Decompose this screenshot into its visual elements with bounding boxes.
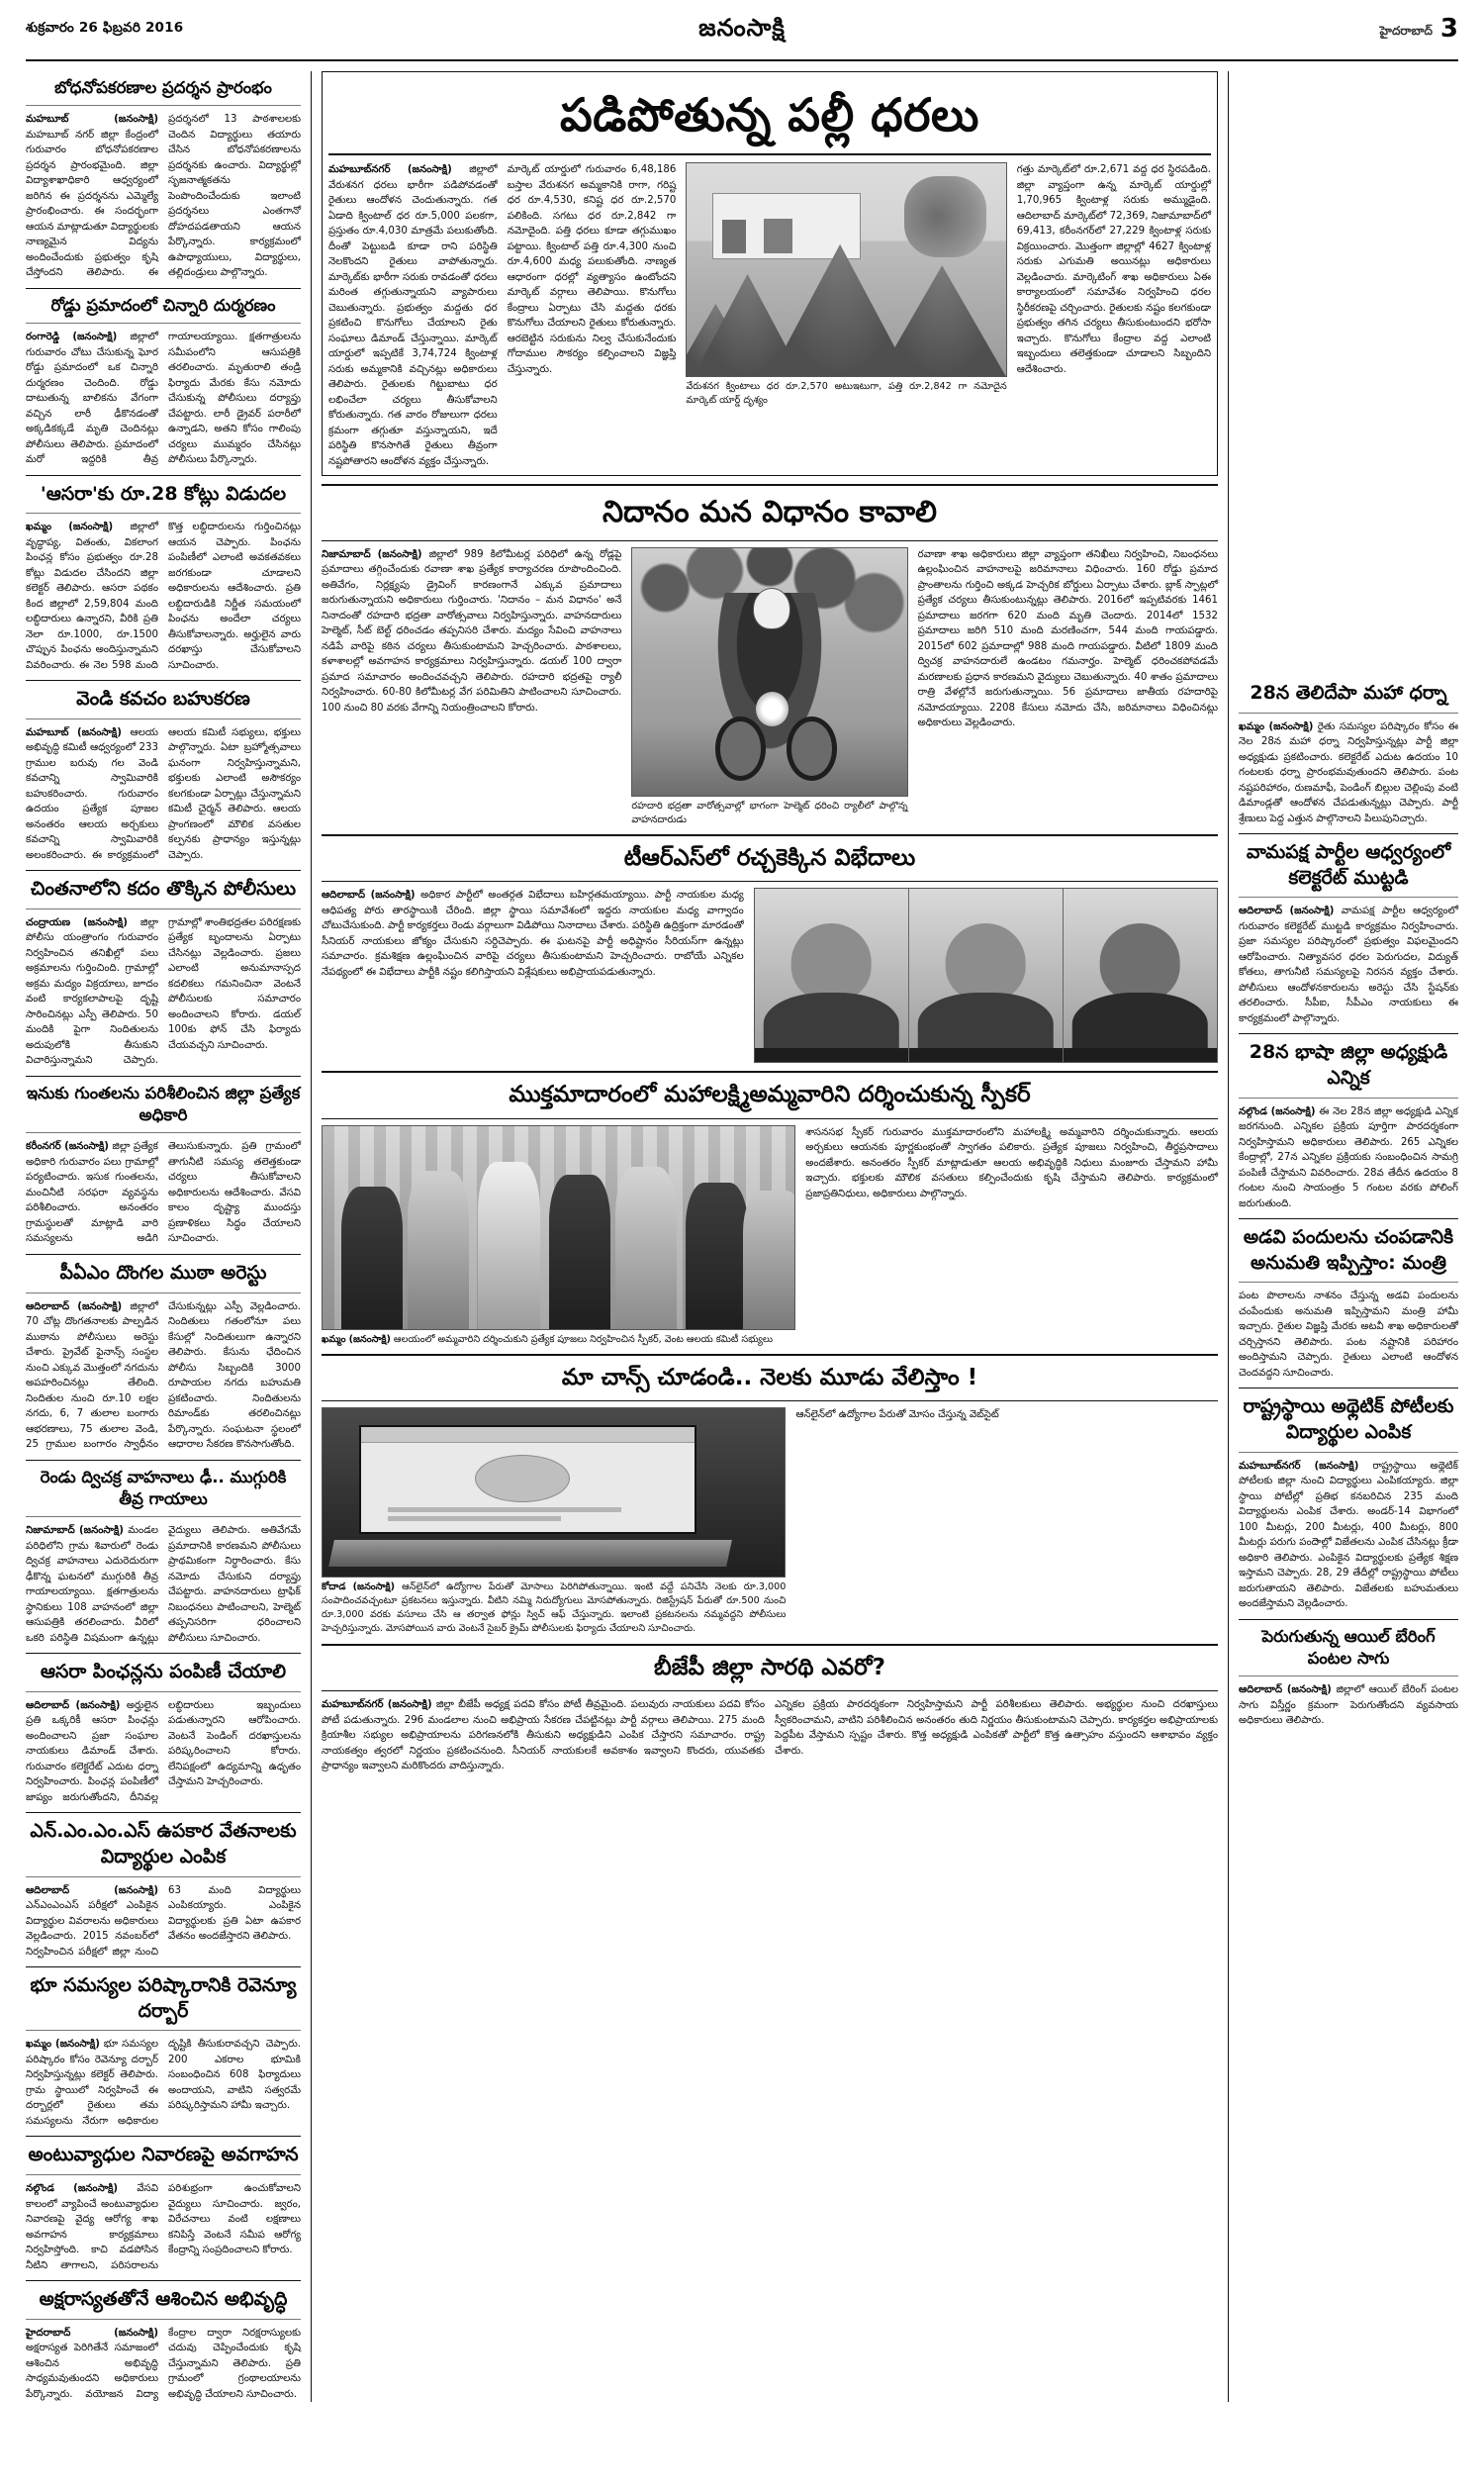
article <box>26 482 301 674</box>
article-headline: ఆసరా పింఛన్లను పంపిణీ చేయాలి <box>40 1661 287 1683</box>
article-headline: 28న భాషా జిల్లా అధ్యక్షుడి ఎన్నిక <box>1249 1041 1448 1090</box>
lead-photo-caption: వేరుశనగ క్వింటాలు ధర రూ.2,570 అటుఇటుగా, పత్తి రూ.2,842 గా నమోదైన మార్కెట్ యార్డ్ దృశ్యం <box>686 381 1007 406</box>
article-text: భూ సమస్యల పరిష్కారం కోసం రెవెన్యూ దర్బార్ నిర్వహిస్తున్నట్లు కలెక్టర్ తెలిపారు. గ్రామ స్థాయిలో నిర్వహించే ఈ దర్బార్లలో రైతులు తమ సమస్యలను నేరుగా అధికారుల దృష్టికి తీసుకురావచ్చని చెప్పారు. 200 ఎకరాల భూమికి సంబంధించిన 608 ఫిర్యాదులు అందాయని, వాటిని సత్వరమే పరిష్కరిస్తామని హామీ ఇచ్చారు. <box>26 2039 301 2127</box>
article-body <box>26 112 301 281</box>
article-text: జిల్లా పోలీసు యంత్రాంగం గురువారం నిర్వహించిన తనిఖీల్లో పలు అక్రమాలను గుర్తించింది. గ్రామాల్లో అక్రమ మద్యం విక్రయాలు, జూదం వంటి కార్యకలాపాలపై దృష్టి సారించినట్లు ఎస్పీ తెలిపారు. 50 మందికి పైగా నిందితులను అదుపులోకి తీసుకుని విచారిస్తున్నామని చెప్పారు. గ్రామాల్లో శాంతిభద్రతల పరిరక్షణకు ప్రత్యేక బృందాలను ఏర్పాటు చేసినట్లు వెల్లడించారు. ప్రజలు ఎలాంటి అనుమానాస్పద కదలికలు గమనించినా వెంటనే పోలీసులకు సమాచారం అందించాలని కోరారు. డయల్ 100కు ఫోన్ చేసి ఫిర్యాదు చేయవచ్చని సూచించారు. <box>26 916 301 1067</box>
article-headline: అంటువ్యాధుల నివారణపై అవగాహన <box>28 2144 299 2166</box>
article-dateline: హైదరాబాద్ <box>26 2327 71 2339</box>
article <box>1239 840 1458 1026</box>
article-text: వామపక్ష పార్టీల ఆధ్వర్యంలో గురువారం కలెక్టరేట్ ముట్టడి కార్యక్రమం నిర్వహించారు. ప్రజా సమస్యల పరిష్కారంలో ప్రభుత్వం విఫలమైందని ఆరోపించారు. నిత్యావసర ధరల పెరుగుదల, విద్యుత్ కోతలు, తాగునీటి సమస్యలపై నిరసన వ్యక్తం చేశారు. పోలీసులు ఆందోళనకారులను అరెస్టు చేసి స్టేషన్‌కు తరలించారు. సీపీఐ, సీపీఎం నాయకులు ఈ కార్యక్రమంలో పాల్గొన్నారు. <box>1239 906 1458 1024</box>
story6-text-1: జిల్లా బీజేపీ అధ్యక్ష పదవి కోసం పోటీ తీవ్రమైంది. పలువురు నాయకులు పదవి కోసం పోటీ పడుతున్నారు. 296 మండలాల నుంచి అభిప్రాయ సేకరణ చేపట్టినట్లు పార్టీ వర్గాలు తెలిపాయి. 275 మంది క్రియాశీల సభ్యుల అభిప్రాయాలను పరిగణనలోకి తీసుకుని అధ్యక్షుడిని ఎంపిక చేస్తారని సమాచారం. రాష్ట్ర నాయకత్వం త్వరలో నిర్ణయం ప్రకటించనుంది. సీనియర్ నాయకులకే అవకాశం ఇవ్వాలని కొందరు, యువతకు ప్రాధాన్యం ఇవ్వాలని మరికొందరు వాదిస్తున్నారు. <box>322 1699 765 1772</box>
article-text: జిల్లాలో 70 చోట్ల దొంగతనాలకు పాల్పడిన ముఠాను పోలీసులు అరెస్టు చేశారు. ప్రైవేట్ ఫైనాన్స్ సంస్థల నుంచి ఎక్కువ మొత్తంలో నగదును అపహరించినట్లు తేలింది. నిందితుల నుంచి రూ.10 లక్షల నగదు, 6, 7 తులాల బంగారు ఆభరణాలు, 75 తులాల వెండి, 25 గ్రాముల బంగారం స్వాధీనం చేసుకున్నట్లు ఎస్పీ వెల్లడించారు. నిందితులు గతంలోనూ పలు కేసుల్లో నిందితులుగా ఉన్నారని తెలిపారు. కేసును ఛేదించిన పోలీసు సిబ్బందికి 3000 రూపాయల నగదు బహుమతి ప్రకటించారు. నిందితులను రిమాండ్‌కు తరలించినట్లు పేర్కొన్నారు. సంఘటనా స్థలంలో ఆధారాల సేకరణ కొనసాగుతోంది. <box>26 1300 301 1451</box>
article-body <box>26 520 301 673</box>
lead-source: (జనంసాక్షి) <box>407 164 452 176</box>
story6-body-col2: ఎన్నికల ప్రక్రియ పారదర్శకంగా నిర్వహిస్తామని పార్టీ పరిశీలకులు తెలిపారు. అభ్యర్థుల నుంచి దరఖాస్తులు స్వీకరించామని, వాటిని పరిశీలించిన అనంతరం తుది నిర్ణయం తీసుకుంటామని చెప్పారు. కార్యకర్తల అభిప్రాయాలకు పెద్దపీట వేస్తామని స్పష్టం చేశారు. కొత్త అధ్యక్షుడి ఎంపికతో పార్టీలో కొత్త ఉత్సాహం వస్తుందని ఆశాభావం వ్యక్తం చేశారు. <box>775 1699 1218 1757</box>
story2-photo-caption: రహదారి భద్రతా వారోత్సవాల్లో భాగంగా హెల్మెట్ ధరించి ర్యాలీలో పాల్గొన్న వాహనదారుడు <box>631 800 908 825</box>
story2-body-col1 <box>322 547 621 717</box>
lead-text-1: జిల్లాలో వేరుశనగ ధరలు భారీగా పడిపోవడంతో రైతులు ఆందోళన చెందుతున్నారు. గత ఏడాది క్వింటాల్ ధర రూ.5,000 పలకగా, ప్రస్తుతం రూ.4,030 మాత్రమే పలుకుతోంది. దీంతో పెట్టుబడి కూడా రాని పరిస్థితి నెలకొందని రైతులు వాపోతున్నారు. మార్కెట్‌కు భారీగా సరుకు రావడంతో ధరలు మరింత తగ్గుతున్నాయని వ్యాపారులు చెబుతున్నారు. ప్రభుత్వం మద్దతు ధర ప్రకటించి కొనుగోలు చేయాలని రైతు సంఘాలు డిమాండ్ చేస్తున్నాయి. మార్కెట్ యార్డులో ఇప్పటికే 3,74,724 క్వింటాళ్ల సరుకు అమ్మకానికి వచ్చినట్లు అధికారులు తెలిపారు. రైతులకు గిట్టుబాటు ధర లభించేలా చర్యలు తీసుకోవాలని కోరుతున్నారు. గత వారం రోజులుగా ధరలు క్రమంగా తగ్గుతూ వస్తున్నాయని, ఇదే పరిస్థితి కొనసాగితే రైతులు తీవ్రంగా నష్టపోతారని ఆందోళన వ్యక్తం చేస్తున్నారు. <box>328 164 498 467</box>
article-dateline: ఖమ్మం <box>26 2039 52 2051</box>
article-dateline: నిజామాబాద్ <box>26 1525 75 1537</box>
edition-place: హైదరాబాద్ <box>1379 24 1433 38</box>
article <box>1239 1225 1458 1381</box>
article <box>26 2287 301 2402</box>
article <box>26 1083 301 1247</box>
article-headline: రోడ్డు ప్రమాదంలో చిన్నారి దుర్మరణం <box>50 295 276 315</box>
story5-body: ఆన్‌లైన్‌లో ఉద్యోగాల పేరుతో మోసం చేస్తున్న వెబ్‌సైట్ <box>795 1409 999 1421</box>
right-column <box>1229 71 1458 1729</box>
article-headline: పెరుగుతున్న ఆయిల్ బేరింగ్ పంటల సాగు <box>1261 1626 1436 1669</box>
road-safety-story <box>322 493 1218 826</box>
article-body: పంట పొలాలను నాశనం చేస్తున్న అడవి పందులను చంపేందుకు అనుమతి ఇప్పిస్తామని మంత్రి హామీ ఇచ్చారు. రైతుల విజ్ఞప్తి మేరకు అటవీ శాఖ అధికారులతో చర్చిస్తానని తెలిపారు. పంట నష్టానికి పరిహారం అందిస్తామని చెప్పారు. రైతులు ఎలాంటి ఆందోళన చెందవద్దని సూచించారు. <box>1239 1291 1458 1379</box>
article-headline: ఎన్.ఎం.ఎం.ఎస్ ఉపకార వేతనాలకు విద్యార్థుల ఎంపిక <box>30 1820 297 1867</box>
article-source: (జనంసాక్షి) <box>75 1699 121 1711</box>
article-source: (జనంసాక్షి) <box>64 1141 109 1153</box>
article-headline: బోధనోపకరణాల ప్రదర్శన ప్రారంభం <box>54 78 272 97</box>
article <box>26 295 301 468</box>
story6-body-col1 <box>322 1697 765 1774</box>
article-source: (జనంసాక్షి) <box>1314 1460 1359 1472</box>
bjp-president-story <box>322 1653 1218 1774</box>
article <box>26 687 301 863</box>
article-body <box>1239 904 1458 1026</box>
article-text: రాష్ట్రస్థాయి అథ్లెటిక్ పోటీలకు జిల్లా నుంచి విద్యార్థులు ఎంపికయ్యారు. జిల్లా స్థాయి పోటీల్లో ప్రతిభ కనబరిచిన 235 మంది విద్యార్థులను ఎంపిక చేశారు. అండర్-14 విభాగంలో 100 మీటర్లు, 200 మీటర్లు, 400 మీటర్లు, 800 మీటర్లు పరుగు పందెాల్లో విజేతలను ఎంపిక చేసినట్లు క్రీడా అధికారి తెలిపారు. ఎంపికైన విద్యార్థులకు ప్రత్యేక శిక్షణ ఇస్తామని చెప్పారు. 28, 29 తేదీల్లో రాష్ట్రస్థాయి పోటీలు జరుగుతాయని తెలిపారు. విజేతలకు బహుమతులు అందజేస్తామని వెల్లడించారు. <box>1239 1460 1458 1610</box>
article-dateline: ఖమ్మం <box>1239 720 1265 732</box>
article-source: (జనంసాక్షి) <box>114 2327 158 2339</box>
article-body <box>26 2181 301 2273</box>
article-body <box>26 915 301 1069</box>
article-body <box>1239 1682 1458 1729</box>
article-text: వేసవి కాలంలో వ్యాపించే అంటువ్యాధుల నివారణపై వైద్య ఆరోగ్య శాఖ అవగాహన కార్యక్రమాలు నిర్వహిస్తోంది. కాచి వడపోసిన నీటిని తాగాలని, పరిసరాలను పరిశుభ్రంగా ఉంచుకోవాలని వైద్యులు సూచించారు. జ్వరం, విరేచనాలు వంటి లక్షణాలు కనిపిస్తే వెంటనే సమీప ఆరోగ్య కేంద్రాన్ని సంప్రదించాలని కోరారు. <box>26 2183 301 2271</box>
story2-headline: నిదానం మన విధానం కావాలి <box>602 495 938 530</box>
article-body <box>26 2037 301 2129</box>
article-dateline: నల్గొండ <box>1239 1105 1267 1117</box>
newspaper-logo: జనంసాక్షి <box>698 14 786 42</box>
story2-dateline: నిజామాబాద్ <box>322 548 371 560</box>
article-source: (జనంసాక్షి) <box>72 332 118 343</box>
story4-cap-source: (జనంసాక్షి) <box>348 1333 391 1345</box>
article-source: (జనంసాక్షి) <box>77 726 122 738</box>
laptop-photo <box>322 1407 786 1578</box>
article-headline: ఇనుకు గుంతలను పరిశీలించిన జిల్లా ప్రత్యేక అధికారి <box>26 1083 301 1125</box>
story4-cap-text: ఆలయంలో అమ్మవారిని దర్శించుకుని ప్రత్యేక పూజలు నిర్వహించిన స్పీకర్, వెంట ఆలయ కమిటీ సభ్యులు <box>393 1333 774 1345</box>
story4-body: శాసనసభ స్పీకర్ గురువారం ముక్తమాదారంలోని మహాలక్ష్మి అమ్మవారిని దర్శించుకున్నారు. ఆలయ అర్చకులు ఆయనకు పూర్ణకుంభంతో స్వాగతం పలికారు. ప్రత్యేక పూజలు నిర్వహించి, తీర్థప్రసాదాలు అందజేశారు. అనంతరం స్పీకర్ మాట్లాడుతూ ఆలయ అభివృద్ధికి నిధులు మంజూరు చేస్తామని హామీ ఇచ్చారు. భక్తులకు మౌలిక వసతులు కల్పించేందుకు కృషి చేస్తామని తెలిపారు. కార్యక్రమంలో ప్రజాప్రతినిధులు, అధికారులు పాల్గొన్నారు. <box>805 1126 1218 1199</box>
article-headline: 28న తెలిదేపా మహా ధర్నా <box>1250 682 1447 704</box>
article-dateline: నల్గొండ <box>26 2183 54 2194</box>
article-text: జిల్లాలో గురువారం చోటు చేసుకున్న ఘోర రోడ్డు ప్రమాదంలో ఒక చిన్నారి దుర్మరణం చెందింది. రోడ్డు దాటుతున్న బాలికను వేగంగా వచ్చిన లారీ ఢీకొనడంతో అక్కడికక్కడే మృతి చెందినట్లు పోలీసులు తెలిపారు. ప్రమాదంలో మరో ఇద్దరికి తీవ్ర గాయాలయ్యాయి. క్షతగాత్రులను సమీపంలోని ఆసుపత్రికి తరలించారు. మృతురాలి తండ్రి ఫిర్యాదు మేరకు కేసు నమోదు చేసుకున్న పోలీసులు దర్యాప్తు చేపట్టారు. లారీ డ్రైవర్ పరారీలో ఉన్నాడని, అతని కోసం గాలింపు చర్యలు ముమ్మరం చేసినట్లు పోలీసులు పేర్కొన్నారు. <box>26 332 301 466</box>
lead-body-col2: మార్కెట్ యార్డులో గురువారం 6,48,186 బస్తాల వేరుశనగ అమ్మకానికి రాగా, గరిష్ట ధర రూ.4,530, కనిష్ట ధర రూ.2,570 పలికింది. సగటు ధర రూ.2,842 గా నమోదైంది. పత్తి ధరలు కూడా తగ్గుముఖం పట్టాయి. క్వింటాల్ పత్తి రూ.4,300 నుంచి రూ.4,600 మధ్య పలుకుతోంది. నాణ్యత ఆధారంగా ధరల్లో వ్యత్యాసం ఉంటోందని మార్కెట్ వర్గాలు తెలిపాయి. కొనుగోలు కేంద్రాలు ఏర్పాటు చేసి మద్దతు ధరకు కొనుగోలు చేయాలని రైతులు కోరుతున్నారు. ఆరబెట్టిన సరుకును నిల్వ చేసుకునేందుకు గోదాముల సౌకర్యం కల్పించాలని విజ్ఞప్తి చేస్తున్నారు. <box>507 164 677 375</box>
article-headline: పీఏఎం దొంగల ముఠా అరెస్టు <box>59 1261 267 1284</box>
article-body <box>26 1139 301 1247</box>
article-text: రైతు సమస్యల పరిష్కారం కోసం ఈ నెల 28న మహా ధర్నా నిర్వహిస్తున్నట్లు పార్టీ జిల్లా అధ్యక్షుడు ప్రకటించారు. కలెక్టరేట్ ఎదుట ఉదయం 10 గంటలకు ధర్నా ప్రారంభమవుతుందని తెలిపారు. పంట నష్టపరిహారం, రుణమాఫీ, పెండింగ్ బిల్లుల చెల్లింపు వంటి డిమాండ్లతో ఆందోళన చేపడుతున్నట్లు చెప్పారు. పార్టీ శ్రేణులు పెద్ద ఎత్తున పాల్గొనాలని పిలుపునిచ్చారు. <box>1239 720 1458 824</box>
article-source: (జనంసాక్షి) <box>83 916 128 928</box>
story4-photo-caption <box>322 1333 795 1347</box>
article-text: ఈ నెల 28న జిల్లా అధ్యక్షుడి ఎన్నిక జరగనుంది. ఎన్నికల ప్రక్రియ పూర్తిగా పారదర్శకంగా నిర్వహిస్తామని అధికారులు తెలిపారు. 265 ఎన్నికల కేంద్రాల్లో, 27న ఎన్నికల ప్రక్రియకు సంబంధించిన సామగ్రి పంపిణీ చేస్తామని వివరించారు. 28వ తేదీన ఉదయం 8 గంటల నుంచి సాయంత్రం 5 గంటల వరకు పోలింగ్ జరుగుతుంది. <box>1239 1105 1458 1209</box>
article-body <box>1239 1459 1458 1612</box>
left-column <box>26 71 311 2402</box>
article-body <box>1239 1104 1458 1212</box>
article-text: అర్హులైన ప్రతి ఒక్కరికీ ఆసరా పింఛన్లు అందించాలని ప్రజా సంఘాల నాయకులు డిమాండ్ చేశారు. గురువారం కలెక్టరేట్ ఎదుట ధర్నా నిర్వహించారు. పింఛన్ల పంపిణీలో జాప్యం జరుగుతోందని, దీనివల్ల లబ్ధిదారులు ఇబ్బందులు పడుతున్నారని ఆరోపించారు. వెంటనే పెండింగ్ దరఖాస్తులను పరిష్కరించాలని కోరారు. లేనిపక్షంలో ఉద్యమాన్ని ఉధృతం చేస్తామని హెచ్చరించారు. <box>26 1699 301 1803</box>
main-column <box>312 71 1228 1774</box>
article-dateline: ఆదిలాబాద్ <box>26 1884 70 1896</box>
online-job-fraud-story <box>322 1363 1218 1636</box>
article-body <box>26 330 301 468</box>
lead-body-col1 <box>328 162 498 469</box>
article <box>26 1261 301 1453</box>
lead-headline: పడిపోతున్న పల్లీ ధరలు <box>560 88 979 142</box>
article <box>26 1660 301 1805</box>
article-text: జిల్లాలో వృద్ధాప్య, వితంతు, వికలాంగ పింఛన్ల కోసం ప్రభుత్వం రూ.28 కోట్లు విడుదల చేసిందని జిల్లా కలెక్టర్ తెలిపారు. ఆసరా పథకం కింద జిల్లాలో 2,59,804 మంది లబ్ధిదారులు ఉన్నారని, వీరికి ప్రతి నెలా రూ.1000, రూ.1500 చొప్పున పింఛను అందిస్తున్నామని వివరించారు. ఈ నెల 598 మంది కొత్త లబ్ధిదారులను గుర్తించినట్లు ఆయన చెప్పారు. పింఛను పంపిణీలో ఎలాంటి అవకతవకలు జరగకుండా చూడాలని అధికారులను ఆదేశించారు. ప్రతి లబ్ధిదారుడికి నిర్ణీత సమయంలో పింఛను అందేలా చర్యలు తీసుకోవాలన్నారు. అర్హులైన వారు దరఖాస్తు చేసుకోవాలని సూచించారు. <box>26 522 301 671</box>
article-body <box>1239 719 1458 827</box>
article-dateline: మహబూబ్‌నగర్ <box>1239 1460 1301 1472</box>
temple-crowd-photo <box>322 1125 795 1330</box>
article-source: (జనంసాక్షి) <box>1289 906 1335 917</box>
article-headline: అడవి పందులను చంపడానికి అనుమతి ఇప్పిస్తాం: మంత్రి <box>1243 1226 1454 1274</box>
article-headline: రాష్ట్రస్థాయి అథ్లెటిక్ పోటీలకు విద్యార్థుల ఎంపిక <box>1243 1395 1454 1444</box>
lead-story <box>322 71 1218 476</box>
article <box>1239 681 1458 826</box>
article-dateline: మహబూబ్ <box>26 114 69 126</box>
story3-text: అధికార పార్టీలో అంతర్గత విభేదాలు బహిర్గతమయ్యాయి. పార్టీ నాయకుల మధ్య ఆధిపత్య పోరు తారస్థాయికి చేరింది. జిల్లా స్థాయి సమావేశంలో ఇద్దరు నాయకుల మధ్య వాగ్వాదం చోటుచేసుకుంది. పార్టీ కార్యకర్తలు రెండు వర్గాలుగా విడిపోయి నినాదాలు చేశారు. పరిస్థితి ఉద్రిక్తంగా మారడంతో సీనియర్ నాయకులు జోక్యం చేసుకుని సర్దిచెప్పారు. ఈ ఘటనపై పార్టీ అధిష్టానం సీరియస్‌గా ఉన్నట్లు సమాచారం. క్రమశిక్షణ ఉల్లంఘించిన వారిపై చర్యలు తీసుకుంటామని హెచ్చరించారు. రాబోయే ఎన్నికల నేపథ్యంలో ఈ విభేదాలు పార్టీకి నష్టం కలిగిస్తాయని విశ్లేషకులు అభిప్రాయపడుతున్నారు. <box>322 890 744 978</box>
article-source: (జనంసాక్షి) <box>79 1525 124 1537</box>
story6-dateline: మహబూబ్‌నగర్ <box>322 1699 384 1711</box>
article <box>1239 1394 1458 1611</box>
biker-photo <box>631 547 907 797</box>
article-dateline: ఆదిలాబాద్ <box>1239 906 1283 917</box>
article-source: (జనంసాక్షి) <box>68 522 114 533</box>
story3-source: (జనంసాక్షి) <box>370 890 416 902</box>
article-dateline: ఆదిలాబాద్ <box>26 1699 70 1711</box>
article-body <box>26 1299 301 1453</box>
story6-source: (జనంసాక్షి) <box>387 1699 432 1711</box>
story6-headline: బీజేపీ జిల్లా సారథి ఎవరో? <box>654 1655 885 1681</box>
story2-text-1: జిల్లాలో 989 కిలోమీటర్ల పరిధిలో ఉన్న రోడ్లపై ప్రమాదాలు తగ్గించేందుకు రవాణా శాఖ ప్రత్యేక కార్యాచరణ రూపొందించింది. అతివేగం, నిర్లక్ష్యపు డ్రైవింగ్ కారణంగానే ఎక్కువ ప్రమాదాలు జరుగుతున్నాయని అధికారులు గుర్తించారు. 'నిదానం – మన విధానం' అనే నినాదంతో రహదారి భద్రతా వారోత్సవాలు నిర్వహిస్తున్నారు. వాహనదారులు హెల్మెట్, సీట్ బెల్ట్ ధరించడం తప్పనిసరి చేశారు. మద్యం సేవించి వాహనాలు నడిపే వారిపై కఠిన చర్యలు తీసుకుంటామని హెచ్చరించారు. పాఠశాలలు, కళాశాలల్లో అవగాహన కార్యక్రమాలు నిర్వహిస్తున్నారు. డయల్ 100 ద్వారా ప్రమాద సమాచారం అందించవచ్చని తెలిపారు. రహదారి భద్రతపై ర్యాలీ నిర్వహించారు. 60-80 కిలోమీటర్ల వేగ పరిమితిని పాటించాలని సూచించారు. 100 నుంచి 80 వరకు వేగాన్ని నియంత్రించాలని కోరారు. <box>322 548 622 714</box>
article-headline: 'ఆసరా'కు రూ.28 కోట్లు విడుదల <box>40 482 287 505</box>
article <box>26 2143 301 2273</box>
article-source: (జనంసాక్షి) <box>77 1300 123 1312</box>
article-source: (జనంసాక్షి) <box>54 2039 100 2051</box>
article-headline: అక్షరాస్యతతోనే ఆశించిన అభివృద్ధి <box>39 2288 288 2310</box>
article-body <box>26 2326 301 2403</box>
story5-photo-caption <box>322 1580 786 1636</box>
gravel-piles-photo <box>686 162 1006 377</box>
article-body <box>26 725 301 864</box>
masthead <box>26 14 1458 61</box>
story2-source: (జనంసాక్షి) <box>377 548 422 560</box>
story4-cap-dateline: ఖమ్మం <box>322 1333 346 1345</box>
article-dateline: ఖమ్మం <box>26 522 52 533</box>
article <box>1239 1040 1458 1211</box>
story3-headline: టీఆర్ఎస్‌లో రచ్చకెక్కిన విభేదాలు <box>623 845 916 872</box>
article-headline: చింతనాలోని కదం తొక్కిన పోలీసులు <box>30 878 297 901</box>
page-number: 3 <box>1439 14 1458 44</box>
article-source: (జనంసాక్షి) <box>1286 1684 1332 1696</box>
story4-headline: ముక్తమాదారంలో మహాలక్ష్మిఅమ్మవారిని దర్శించుకున్న స్పీకర్ <box>509 1082 1031 1108</box>
story5-headline: మా చాన్స్ చూడండి.. నెలకు మూడు వేలిస్తాం ! <box>561 1365 978 1391</box>
story5-cap-text: ఆన్‌లైన్‌లో ఉద్యోగాల పేరుతో మోసాలు పెరిగిపోతున్నాయి. ఇంటి వద్దే పనిచేసి నెలకు రూ.3,000 సంపాదించవచ్చంటూ ప్రకటనలు ఇస్తున్నారు. వీటిని నమ్మి నిరుద్యోగులు మోసపోతున్నారు. రిజిస్ట్రేషన్ పేరుతో రూ.500 నుంచి రూ.3,000 వరకు వసూలు చేసి ఆ తర్వాత ఫోన్లు స్విచ్ ఆఫ్ చేస్తున్నారు. ఇలాంటి ప్రకటనలను నమ్మవద్దని పోలీసులు హెచ్చరిస్తున్నారు. మోసపోయిన వారు వెంటనే సైబర్ క్రైమ్ పోలీసులకు ఫిర్యాదు చేయాలని సూచించారు. <box>322 1581 787 1635</box>
article <box>1239 1626 1458 1729</box>
article <box>26 877 301 1069</box>
article-source: (జనంసాక్షి) <box>1268 720 1314 732</box>
story3-body <box>322 888 744 980</box>
article-text: ఎన్‌ఎంఎంఎస్ పరీక్షలో ఎంపికైన విద్యార్థుల వివరాలను అధికారులు వెల్లడించారు. 2015 నవంబర్‌లో నిర్వహించిన పరీక్షలో జిల్లా నుంచి 63 మంది విద్యార్థులు ఎంపికయ్యారు. ఎంపికైన విద్యార్థులకు ప్రతి ఏటా ఉపకార వేతనం అందజేస్తారని తెలిపారు. <box>26 1884 301 1958</box>
story2-body-col2: రవాణా శాఖ అధికారులు జిల్లా వ్యాప్తంగా తనిఖీలు నిర్వహించి, నిబంధనలు ఉల్లంఘించిన వాహనాలపై జరిమానాలు విధించారు. 160 రోడ్డు ప్రమాద ప్రాంతాలను గుర్తించి అక్కడ హెచ్చరిక బోర్డులు ఏర్పాటు చేశారు. బ్లాక్ స్పాట్లలో ప్రత్యేక చర్యలు తీసుకుంటున్నట్లు తెలిపారు. 2016లో ఇప్పటివరకు 1461 ప్రమాదాలు జరగగా 620 మంది మృతి చెందారు. 2014లో 1532 ప్రమాదాలు జరిగి 510 మంది మరణించగా, 544 మంది గాయపడ్డారు. 2015లో 602 ప్రమాదాల్లో 988 మంది గాయపడ్డారు. వీటిలో 1809 మంది ద్విచక్ర వాహనదారులే ఉండటం గమనార్హం. హెల్మెట్ ధరించకపోవడమే మరణాలకు ప్రధాన కారణమని వైద్యులు చెబుతున్నారు. 40 శాతం ప్రమాదాలు రాత్రి వేళల్లోనే జరుగుతున్నాయి. 56 ప్రమాదాలు జాతీయ రహదారిపై నమోదయ్యాయి. 2208 కేసులు నమోదు చేసి, జరిమానాలు విధించినట్లు అధికారులు వెల్లడించారు. <box>917 548 1218 729</box>
article <box>26 77 301 281</box>
article <box>26 1819 301 1960</box>
article-dateline: కరీంనగర్ <box>26 1141 61 1153</box>
article-headline: రెండు ద్విచక్ర వాహనాలు ఢీ.. ముగ్గురికి తీవ్ర గాయాలు <box>40 1467 287 1508</box>
article <box>26 1973 301 2129</box>
page-columns <box>26 71 1458 2402</box>
article-source: (జనంసాక్షి) <box>114 114 158 126</box>
article-text: అక్షరాస్యత పెరిగితేనే సమాజంలో ఆశించిన అభివృద్ధి సాధ్యమవుతుందని అధికారులు పేర్కొన్నారు. వయోజన విద్యా కేంద్రాల ద్వారా నిరక్షరాస్యులకు చదువు చెప్పించేందుకు కృషి చేస్తున్నామని తెలిపారు. ప్రతి గ్రామంలో గ్రంథాలయాలను అభివృద్ధి చేయాలని సూచించారు. <box>26 2327 301 2400</box>
newspaper-page <box>0 14 1484 2488</box>
lead-body-col3: గత్తు మార్కెట్‌లో రూ.2,671 వద్ద ధర స్థిరపడింది. జిల్లా వ్యాప్తంగా ఉన్న మార్కెట్ యార్డుల్లో 1,70,965 క్వింటాళ్ల సరుకు అమ్ముడైంది. ఆదిలాబాద్ మార్కెట్‌లో 72,369, నిజామాబాద్‌లో 69,413, కరీంనగర్‌లో 27,229 క్వింటాళ్ల సరుకు విక్రయించారు. మొత్తంగా జిల్లాల్లో 4627 క్వింటాళ్ల సరుకు ఎగుమతి అయినట్లు అధికారులు వెల్లడించారు. మార్కెటింగ్ శాఖ అధికారులు ఏఈ కార్యాలయంలో సమావేశం నిర్వహించి ధరల స్థిరీకరణపై చర్చించారు. రైతులకు నష్టం కలగకుండా ప్రభుత్వం తగిన చర్యలు తీసుకుంటుందని భరోసా ఇచ్చారు. కొనుగోలు కేంద్రాల వద్ద ఎలాంటి ఇబ్బందులు తలెత్తకుండా చూడాలని సిబ్బందిని ఆదేశించారు. <box>1016 164 1211 375</box>
story5-cap-dateline: కోదాడ <box>322 1581 346 1593</box>
lead-dateline: మహబూబ్‌నగర్ <box>328 164 391 176</box>
article-text: ఆలయ అభివృద్ధి కమిటీ ఆధ్వర్యంలో 233 గ్రాముల బరువు గల వెండి కవచాన్ని స్వామివారికి బహుకరించారు. గురువారం ఉదయం ప్రత్యేక పూజల అనంతరం ఆలయ అర్చకులు కవచాన్ని స్వామివారికి అలంకరించారు. ఈ కార్యక్రమంలో ఆలయ కమిటీ సభ్యులు, భక్తులు పాల్గొన్నారు. ఏటా బ్రహ్మోత్సవాలు ఘనంగా నిర్వహిస్తున్నామని, భక్తులకు ఎలాంటి అసౌకర్యం కలగకుండా ఏర్పాట్లు చేస్తున్నామని కమిటీ చైర్మన్ తెలిపారు. ఆలయ ప్రాంగణంలో మౌలిక వసతుల కల్పనకు ప్రాధాన్యం ఇస్తున్నట్లు చెప్పారు. <box>26 726 301 861</box>
article-dateline: రంగారెడ్డి <box>26 332 60 343</box>
article-dateline: ఆదిలాబాద్ <box>26 1300 70 1312</box>
article-source: (జనంసాక్షి) <box>1270 1105 1316 1117</box>
article-body <box>26 1523 301 1646</box>
story3-dateline: ఆదిలాబాద్ <box>322 890 366 902</box>
article-source: (జనంసాక్షి) <box>114 1884 158 1896</box>
story5-cap-source: (జనంసాక్షి) <box>352 1581 395 1593</box>
leaders-portrait-photo <box>754 888 1218 1063</box>
article-text: జిల్లా ప్రత్యేక అధికారి గురువారం పలు గ్రామాల్లో పర్యటించారు. ఇసుక గుంతలను, మంచినీటి సరఫరా వ్యవస్థను పరిశీలించారు. అనంతరం గ్రామస్థులతో మాట్లాడి వారి సమస్యలను అడిగి తెలుసుకున్నారు. ప్రతి గ్రామంలో తాగునీటి సమస్య తలెత్తకుండా చర్యలు తీసుకోవాలని అధికారులను ఆదేశించారు. వేసవి కాలం దృష్ట్యా ముందస్తు ప్రణాళికలు సిద్ధం చేయాలని సూచించారు. <box>26 1141 301 1245</box>
article-body <box>26 1698 301 1806</box>
article-headline: వెండి కవచం బహుకరణ <box>76 688 250 711</box>
article <box>26 1467 301 1647</box>
article-dateline: ఆదిలాబాద్ <box>1239 1684 1283 1696</box>
publication-date: శుక్రవారం 26 ఫిబ్రవరి 2016 <box>26 20 184 36</box>
trs-conflict-story <box>322 843 1218 1063</box>
article-headline: భూ సమస్యల పరిష్కారానికి రెవెన్యూ దర్బార్ <box>30 1974 297 2022</box>
article-text: మహబూబ్ నగర్ జిల్లా కేంద్రంలో గురువారం బోధనోపకరణాల ప్రదర్శన ప్రారంభమైంది. జిల్లా విద్యాశాఖాధికారి ఆధ్వర్యంలో జరిగిన ఈ ప్రదర్శనను ఎమ్మెల్యే ప్రారంభించారు. ఈ సందర్భంగా ఆయన మాట్లాడుతూ విద్యార్థులకు నాణ్యమైన విద్యను అందించేందుకు ప్రభుత్వం కృషి చేస్తోందని తెలిపారు. ఈ ప్రదర్శనలో 13 పాఠశాలలకు చెందిన విద్యార్థులు తయారు చేసిన బోధనోపకరణాలను ప్రదర్శనకు ఉంచారు. విద్యార్థుల్లో సృజనాత్మకతను పెంపొందించేందుకు ఇలాంటి ప్రదర్శనలు ఎంతగానో దోహదపడతాయని ఆయన పేర్కొన్నారు. కార్యక్రమంలో ఉపాధ్యాయులు, విద్యార్థులు, తల్లిదండ్రులు పాల్గొన్నారు. <box>26 114 301 279</box>
article-dateline: చంద్రాయణ <box>26 916 71 928</box>
article-dateline: మహబూబ్ <box>26 726 69 738</box>
right-column-spacer <box>1239 71 1458 675</box>
article-text: జిల్లాలో ఆయిల్ బేరింగ్ పంటల సాగు విస్తీర్ణం క్రమంగా పెరుగుతోందని వ్యవసాయ అధికారులు తెలిపారు. <box>1239 1684 1458 1727</box>
article-text: మండల పరిధిలోని గ్రామ శివారులో రెండు ద్విచక్ర వాహనాలు ఎదురెదురుగా ఢీకొన్న ఘటనలో ముగ్గురికి తీవ్ర గాయాలయ్యాయి. క్షతగాత్రులను స్థానికులు 108 వాహనంలో జిల్లా ఆసుపత్రికి తరలించారు. వీరిలో ఒకరి పరిస్థితి విషమంగా ఉన్నట్లు వైద్యులు తెలిపారు. అతివేగమే ప్రమాదానికి కారణమని పోలీసులు ప్రాథమికంగా నిర్ధారించారు. కేసు నమోదు చేసుకుని దర్యాప్తు చేపట్టారు. వాహనదారులు ట్రాఫిక్ నిబంధనలు పాటించాలని, హెల్మెట్ తప్పనిసరిగా ధరించాలని పోలీసులు సూచించారు. <box>26 1525 301 1644</box>
article-headline: వామపక్ష పార్టీల ఆధ్వర్యంలో కలెక్టరేట్ ముట్టడి <box>1246 841 1451 889</box>
article-body <box>26 1883 301 1961</box>
speaker-temple-story <box>322 1080 1218 1346</box>
article-source: (జనంసాక్షి) <box>73 2183 119 2194</box>
